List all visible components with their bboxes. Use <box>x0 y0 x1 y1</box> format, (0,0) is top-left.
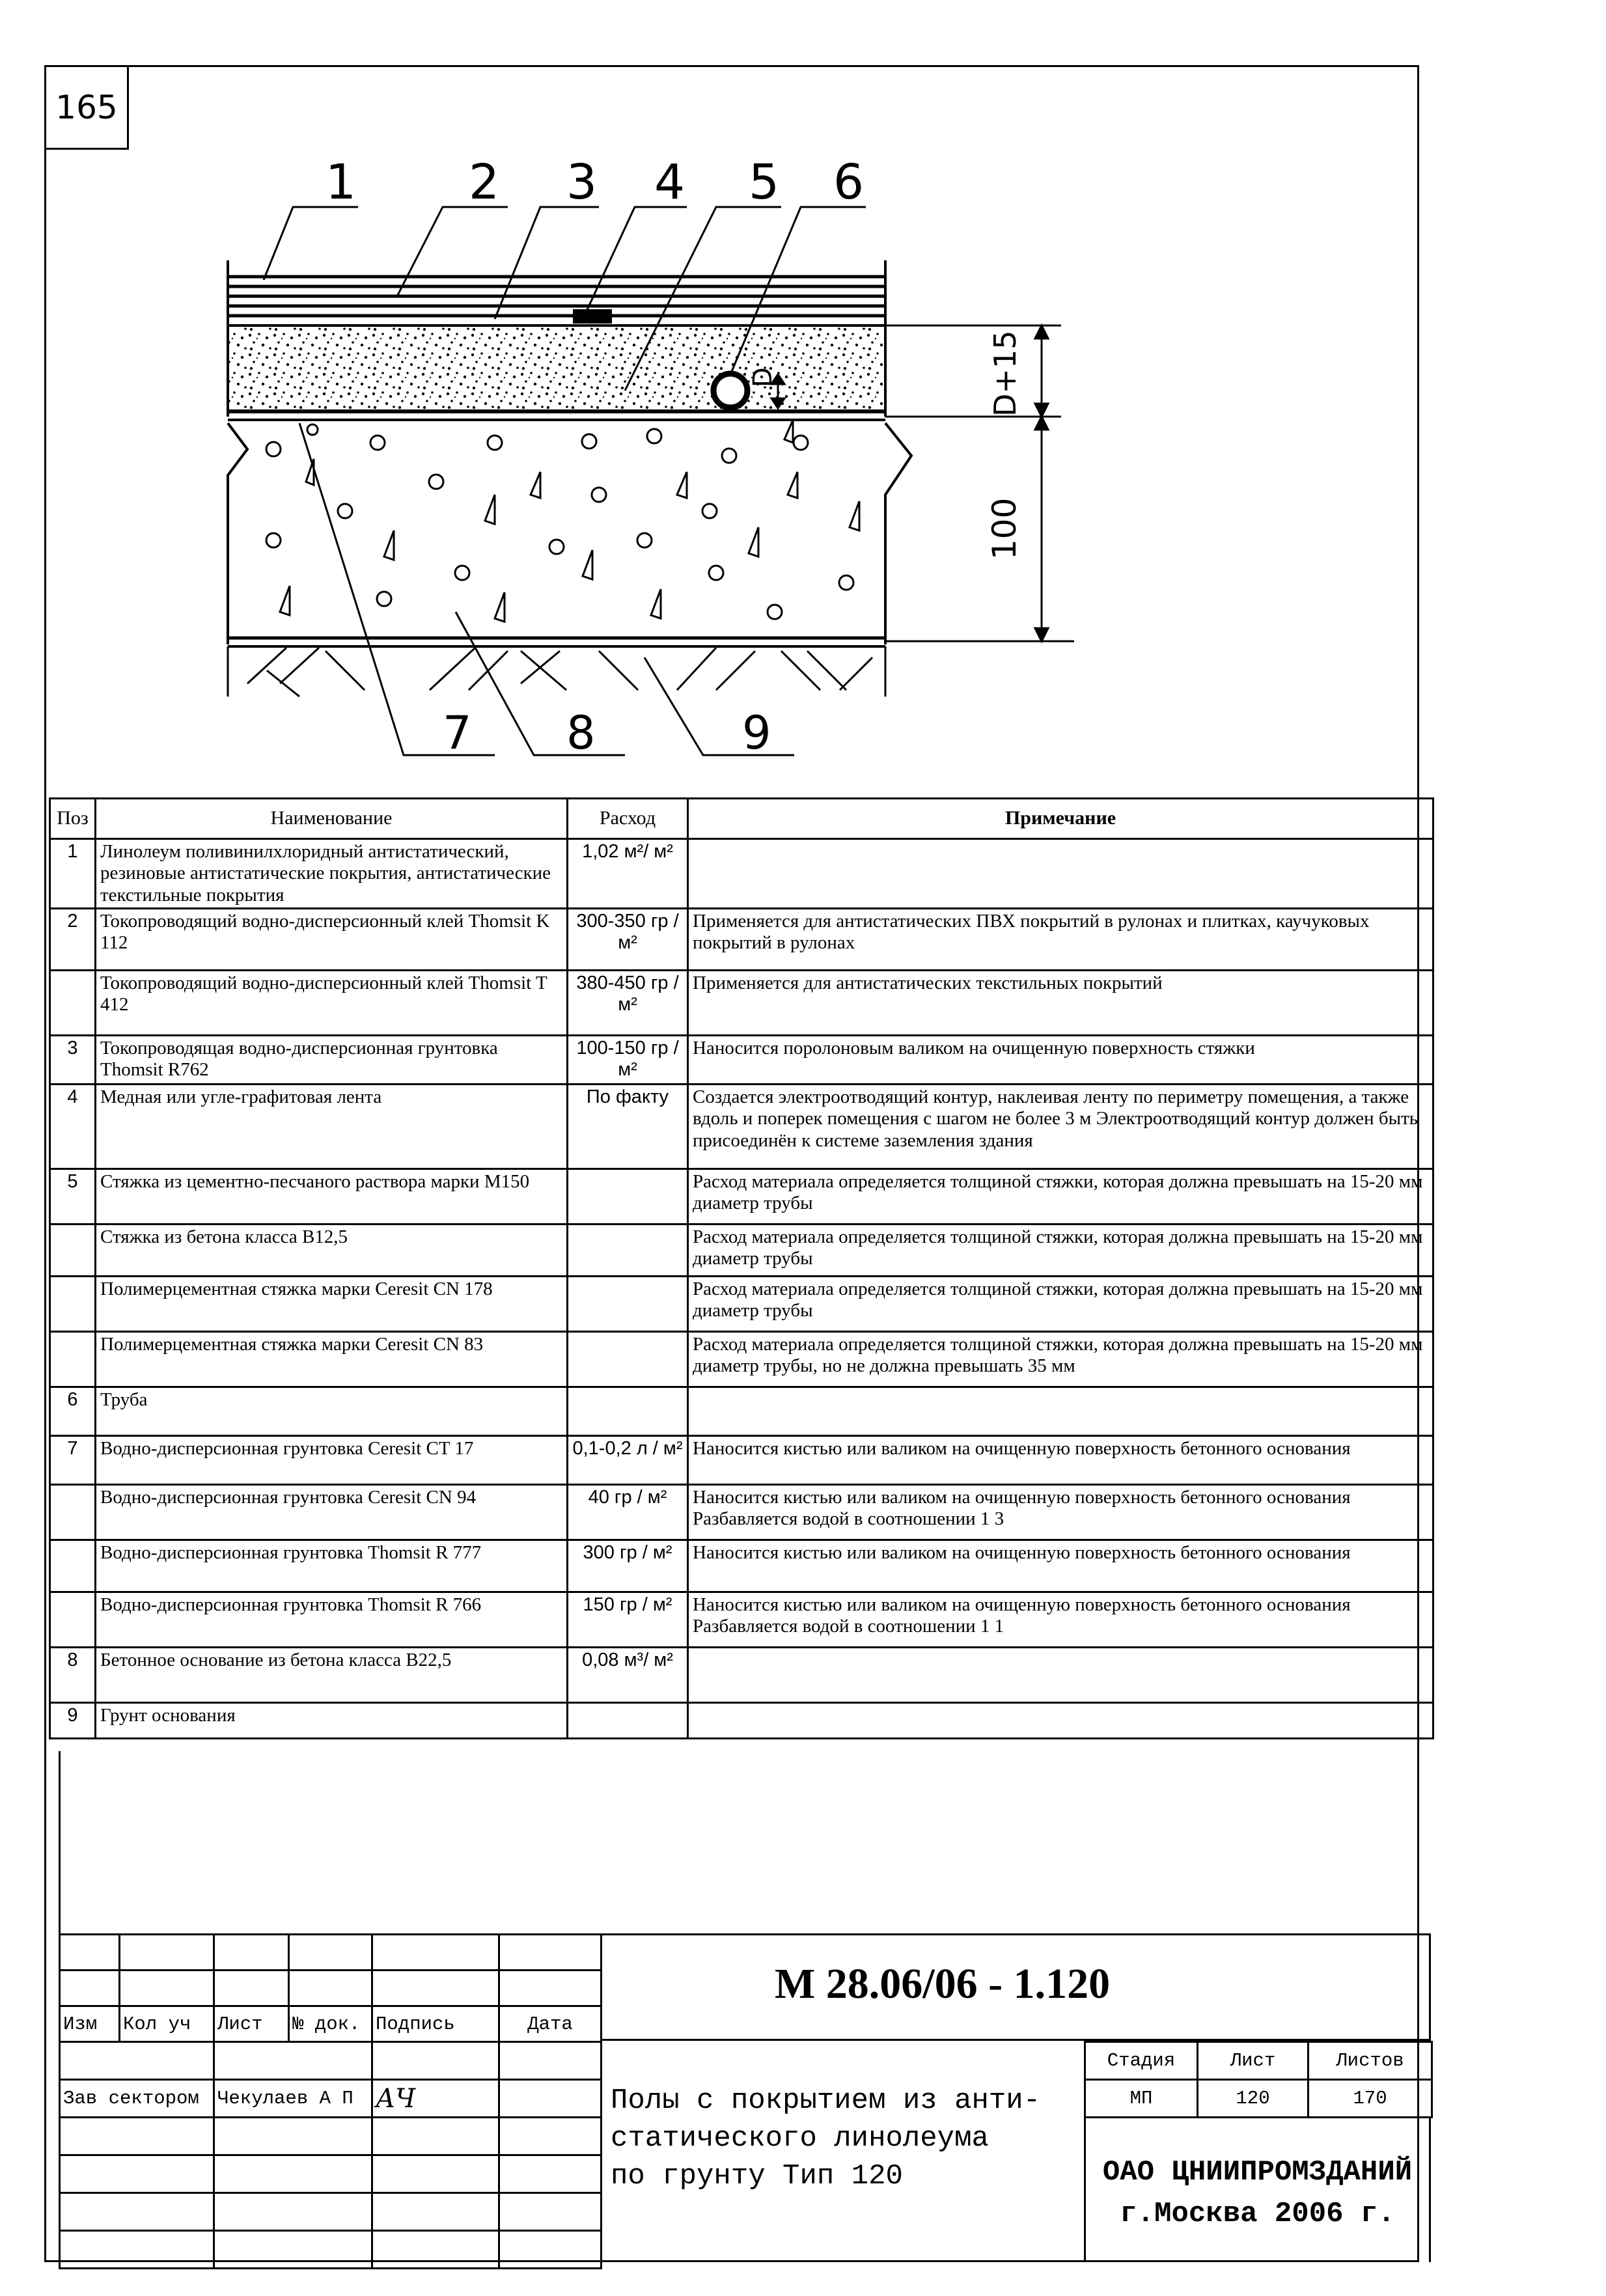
col-podpis: Подпись <box>372 2006 499 2042</box>
callout-2: 2 <box>469 154 500 210</box>
drawing-title <box>611 2082 1040 2195</box>
row-note: Наносится кистью или валиком на очищенную поверхность бетонного основания <box>688 1436 1433 1485</box>
row-rate: 300 гр / м² <box>568 1540 688 1592</box>
row-name: Стяжка из цементно-песчаного раствора марки M150 <box>96 1169 568 1224</box>
signature: АЧ <box>372 2080 499 2118</box>
row-name: Бетонное основание из бетона класса B22,5 <box>96 1648 568 1703</box>
sheet-label: Лист <box>1198 2042 1308 2080</box>
signature-table <box>59 2041 602 2269</box>
row-rate: 0,1-0,2 л / м² <box>568 1436 688 1485</box>
title-line-3: по грунту Тип 120 <box>611 2160 903 2192</box>
table-row: 5 Стяжка из цементно-песчаного раствора марки M150 Расход материала определяется толщиной стяжки, которая должна превышать на 15-20 мм диаметр трубы <box>50 1169 1433 1224</box>
page-number: 165 <box>44 65 129 150</box>
row-name: Полимерцементная стяжка марки Ceresit CN 178 <box>96 1277 568 1332</box>
callouts-top <box>325 154 864 210</box>
row-note: Расход материала определяется толщиной стяжки, которая должна превышать на 15-20 мм диаметр трубы, но не должна превышать 35 мм <box>688 1332 1433 1387</box>
person-name: Чекулаев А П <box>214 2080 372 2118</box>
row-note: Расход материала определяется толщиной стяжки, которая должна превышать на 15-20 мм диаметр трубы <box>688 1169 1433 1224</box>
specification-table <box>49 797 1434 1739</box>
floor-section-drawing <box>0 0 1606 801</box>
header-name: Наименование <box>96 799 568 839</box>
org-city-year: г.Москва 2006 г. <box>1120 2198 1395 2230</box>
row-note: Наносится поролоновым валиком на очищенную поверхность стяжки <box>688 1036 1433 1085</box>
row-rate <box>568 1703 688 1739</box>
row-rate: По факту <box>568 1085 688 1169</box>
col-kol: Кол уч <box>120 2006 214 2042</box>
table-row <box>50 1277 1433 1332</box>
org-name: ОАО ЦНИИПРОМЗДАНИЙ <box>1102 2156 1413 2189</box>
table-row <box>50 971 1433 1036</box>
concrete-aggregate <box>266 424 853 619</box>
row-rate: 150 гр / м² <box>568 1592 688 1648</box>
row-name: Труба <box>96 1387 568 1436</box>
row-name: Токопроводящая водно-дисперсионная грунтовка Thomsit R762 <box>96 1036 568 1085</box>
row-rate: 100-150 гр / м² <box>568 1036 688 1085</box>
callout-1: 1 <box>325 154 357 210</box>
callout-5: 5 <box>749 154 780 210</box>
dimension-lower: 100 <box>986 497 1023 560</box>
row-note: Применяется для антистатических текстильных покрытий <box>688 971 1433 1036</box>
row-note <box>688 1648 1433 1703</box>
table-row <box>50 1592 1433 1648</box>
row-note: Расход материала определяется толщиной стяжки, которая должна превышать на 15-20 мм диаметр трубы <box>688 1277 1433 1332</box>
row-name: Полимерцементная стяжка марки Ceresit CN 83 <box>96 1332 568 1387</box>
callout-7: 7 <box>443 706 472 760</box>
dimension-upper: D+15 <box>988 330 1023 417</box>
organization <box>1084 2151 1431 2235</box>
row-note <box>688 1703 1433 1739</box>
role-label: Зав сектором <box>60 2080 214 2118</box>
row-name: Грунт основания <box>96 1703 568 1739</box>
row-note: Применяется для антистатических ПВХ покрытий в рулонах и плитках, каучуковых покрытий в рулонах <box>688 909 1433 971</box>
title-block <box>59 1933 1431 2262</box>
table-row: 4 Медная или угле-графитовая лента По факту Создается электроотводящий контур, наклеивая ленту по периметру помещения, а также вдоль и поперек помещения с шагом не более 3 м Электроотводящий контур должен быть присоединён к системе заземления здания <box>50 1085 1433 1169</box>
row-rate <box>568 1224 688 1277</box>
row-name: Медная или угле-графитовая лента <box>96 1085 568 1169</box>
table-row: 9 Грунт основания <box>50 1703 1433 1739</box>
stage-label: Стадия <box>1085 2042 1198 2080</box>
row-rate <box>568 1387 688 1436</box>
row-rate: 380-450 гр / м² <box>568 971 688 1036</box>
header-pos: Поз <box>50 799 96 839</box>
col-izm: Изм <box>60 2006 120 2042</box>
soil-hatch <box>228 646 885 697</box>
col-list: Лист <box>214 2006 289 2042</box>
row-name: Линолеум поливинилхлоридный антистатический, резиновые антистатические покрытия, антистатические текстильные покрытия <box>96 839 568 909</box>
callout-8: 8 <box>566 706 596 760</box>
row-note <box>688 839 1433 909</box>
title-line-2: статического линолеума <box>611 2122 989 2155</box>
callout-3: 3 <box>566 154 598 210</box>
table-row: 2 Токопроводящий водно-дисперсионный клей Thomsit K 112 300-350 гр / м² Применяется для антистатических ПВХ покрытий в рулонах и плитках, каучуковых покрытий в рулонах <box>50 909 1433 971</box>
copper-tape <box>573 309 612 324</box>
table-row: 1 Линолеум поливинилхлоридный антистатический, резиновые антистатические покрытия, антистатические текстильные покрытия 1,02 м²/ м² <box>50 839 1433 909</box>
callout-9: 9 <box>742 706 771 760</box>
row-rate <box>568 1169 688 1224</box>
table-row: 8 Бетонное основание из бетона класса B22,5 0,08 м³/ м² <box>50 1648 1433 1703</box>
stage-table <box>1084 2041 1433 2118</box>
row-name: Токопроводящий водно-дисперсионный клей Thomsit T 412 <box>96 971 568 1036</box>
row-name: Водно-дисперсионная грунтовка Ceresit CN 94 <box>96 1485 568 1540</box>
table-row: 6 Труба <box>50 1387 1433 1436</box>
row-name: Водно-дисперсионная грунтовка Ceresit CT 17 <box>96 1436 568 1485</box>
row-name: Водно-дисперсионная грунтовка Thomsit R 777 <box>96 1540 568 1592</box>
col-ndok: № док. <box>289 2006 372 2042</box>
revision-table <box>59 1933 602 2043</box>
sheets-label: Листов <box>1308 2042 1432 2080</box>
row-note: Наносится кистью или валиком на очищенную поверхность бетонного основания Разбавляется водой в соотношении 1 3 <box>688 1485 1433 1540</box>
stage-value: МП <box>1085 2080 1198 2118</box>
row-rate: 300-350 гр / м² <box>568 909 688 971</box>
table-row: 7 Водно-дисперсионная грунтовка Ceresit CT 17 0,1-0,2 л / м² Наносится кистью или валиком на очищенную поверхность бетонного основания <box>50 1436 1433 1485</box>
row-note: Расход материала определяется толщиной стяжки, которая должна превышать на 15-20 мм диаметр трубы <box>688 1224 1433 1277</box>
row-note <box>688 1387 1433 1436</box>
row-note: Наносится кистью или валиком на очищенную поверхность бетонного основания Разбавляется водой в соотношении 1 1 <box>688 1592 1433 1648</box>
title-line-1: Полы с покрытием из анти- <box>611 2084 1041 2117</box>
table-row <box>50 1332 1433 1387</box>
row-note: Наносится кистью или валиком на очищенную поверхность бетонного основания <box>688 1540 1433 1592</box>
row-name: Водно-дисперсионная грунтовка Thomsit R 766 <box>96 1592 568 1648</box>
blank-area-edge <box>59 1751 61 1940</box>
row-note: Создается электроотводящий контур, наклеивая ленту по периметру помещения, а также вдоль и поперек помещения с шагом не более 3 м Электроотводящий контур должен быть присоединён к системе заземления здания <box>688 1085 1433 1169</box>
row-rate <box>568 1332 688 1387</box>
row-rate: 40 гр / м² <box>568 1485 688 1540</box>
pipe-dim-label: D <box>748 367 778 387</box>
table-row: 3 Токопроводящая водно-дисперсионная грунтовка Thomsit R762 100-150 гр / м² Наносится поролоновым валиком на очищенную поверхность стяжки <box>50 1036 1433 1085</box>
row-rate: 1,02 м²/ м² <box>568 839 688 909</box>
table-row <box>50 1485 1433 1540</box>
sheets-value: 170 <box>1308 2080 1432 2118</box>
col-data: Дата <box>499 2006 602 2042</box>
header-note: Примечание <box>688 799 1433 839</box>
header-rate: Расход <box>568 799 688 839</box>
row-name: Токопроводящий водно-дисперсионный клей Thomsit K 112 <box>96 909 568 971</box>
row-name: Стяжка из бетона класса B12,5 <box>96 1224 568 1277</box>
row-rate: 0,08 м³/ м² <box>568 1648 688 1703</box>
document-code: М 28.06/06 - 1.120 <box>775 1960 1111 2008</box>
callout-4: 4 <box>654 154 685 210</box>
callout-6: 6 <box>833 154 865 210</box>
table-row <box>50 1224 1433 1277</box>
table-row <box>50 1540 1433 1592</box>
sheet-value: 120 <box>1198 2080 1308 2118</box>
table-header <box>50 799 1433 839</box>
row-rate <box>568 1277 688 1332</box>
pipe <box>713 374 747 408</box>
